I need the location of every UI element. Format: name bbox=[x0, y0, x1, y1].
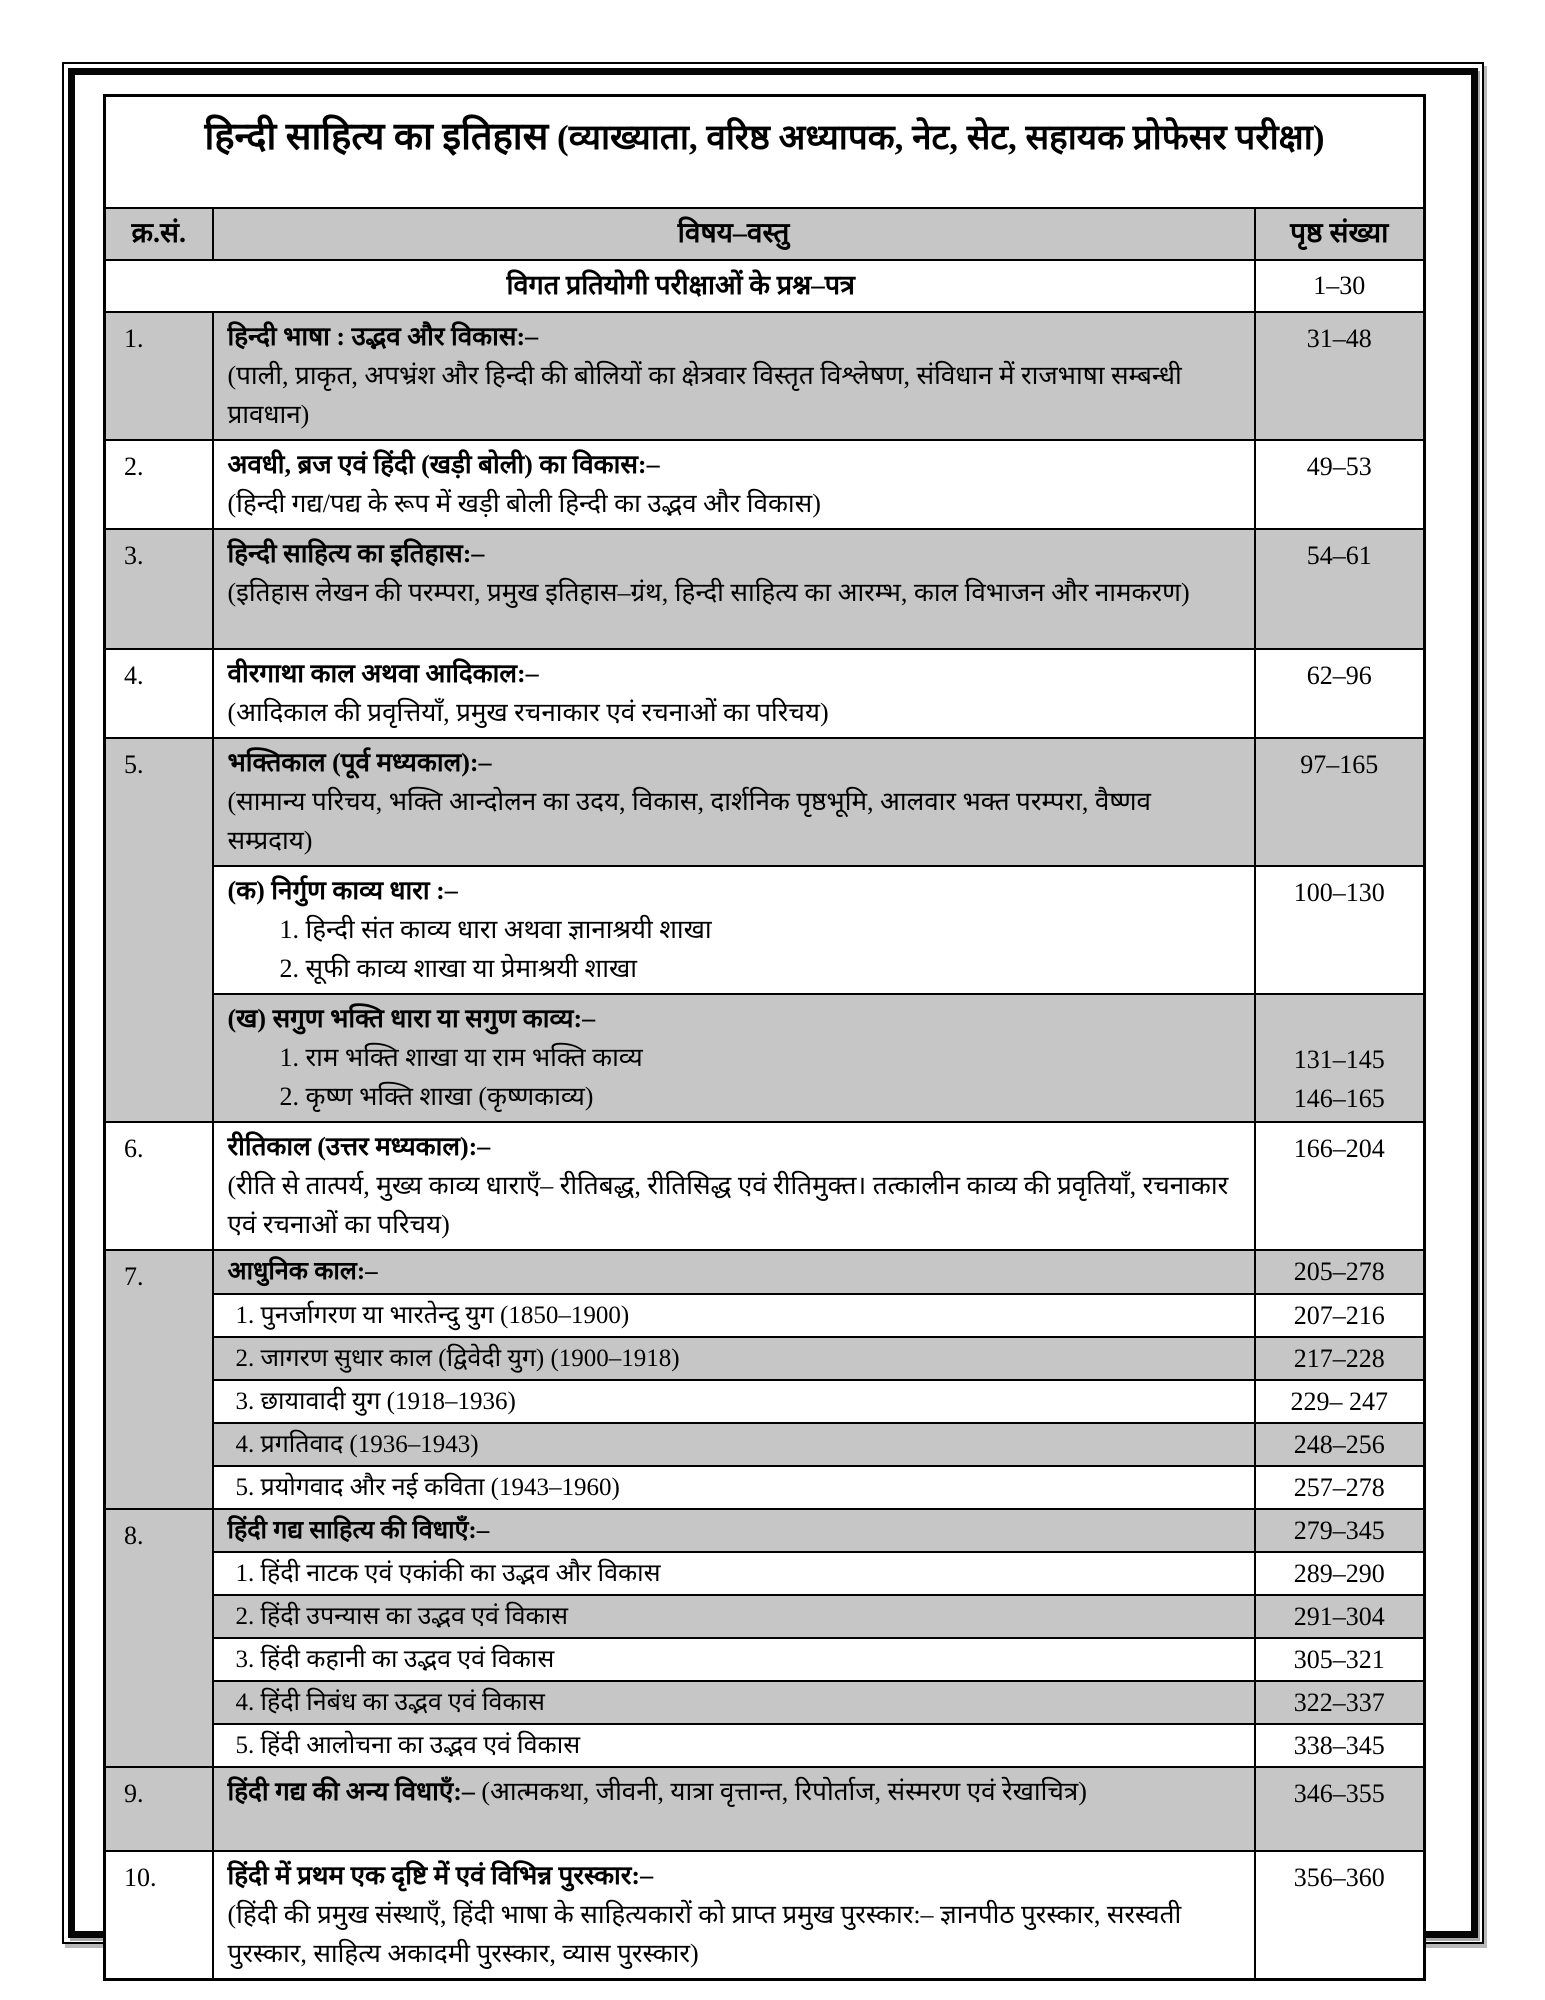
section-title: हिंदी में प्रथम एक दृष्टि में एवं विभिन्न पुरस्कार:– bbox=[227, 1860, 654, 1890]
row-subject bbox=[213, 738, 1255, 866]
section-desc: (आत्मकथा, जीवनी, यात्रा वृत्तान्त, रिपोर्ताज, संस्मरण एवं रेखाचित्र) bbox=[474, 1776, 1087, 1806]
row-pages: 62–96 bbox=[1255, 649, 1425, 738]
section-desc: (सामान्य परिचय, भक्ति आन्दोलन का उदय, विकास, दार्शनिक पृष्ठभूमि, आलवार भक्त परम्परा, वैष्णव सम्प्रदाय) bbox=[227, 786, 1151, 855]
row-pages: 346–355 bbox=[1255, 1767, 1425, 1851]
toc-row-5 bbox=[105, 738, 1425, 866]
toc-row-9 bbox=[105, 1767, 1425, 1851]
section-desc: (आदिकाल की प्रवृत्तियाँ, प्रमुख रचनाकार एवं रचनाओं का परिचय) bbox=[227, 697, 829, 727]
toc-row-7-item-4 bbox=[105, 1423, 1425, 1466]
subsection-title: (क) निर्गुण काव्य धारा :– bbox=[227, 875, 458, 905]
subrow-label: 5. प्रयोगवाद और नई कविता (1943–1960) bbox=[213, 1466, 1255, 1509]
row-pages: 166–204 bbox=[1255, 1122, 1425, 1250]
subrow-pages: 257–278 bbox=[1255, 1466, 1425, 1509]
page-frame bbox=[62, 62, 1484, 1968]
subrow-label: 2. हिंदी उपन्यास का उद्भव एवं विकास bbox=[213, 1595, 1255, 1638]
subrow-label: 3. छायावादी युग (1918–1936) bbox=[213, 1380, 1255, 1423]
subsection-item: 1. राम भक्ति शाखा या राम भक्ति काव्य bbox=[279, 1042, 643, 1072]
toc-row-8-item-3 bbox=[105, 1638, 1425, 1681]
row-pages bbox=[1255, 994, 1425, 1122]
row-number: 9. bbox=[105, 1767, 213, 1851]
toc-header-row bbox=[105, 208, 1425, 260]
toc-row-3 bbox=[105, 529, 1425, 649]
toc-row-5kha bbox=[105, 994, 1425, 1122]
subrow-label: 1. हिंदी नाटक एवं एकांकी का उद्भव और विकास bbox=[213, 1552, 1255, 1595]
item-pages: 131–145 bbox=[1293, 1044, 1385, 1074]
row-number: 6. bbox=[105, 1122, 213, 1250]
row-number: 5. bbox=[105, 738, 213, 1122]
row-number: 1. bbox=[105, 312, 213, 440]
row-subject bbox=[213, 440, 1255, 529]
toc-row-5ka bbox=[105, 866, 1425, 994]
subrow-pages: 207–216 bbox=[1255, 1294, 1425, 1337]
row-pages: 49–53 bbox=[1255, 440, 1425, 529]
section-title: अवधी, ब्रज एवं हिंदी (खड़ी बोली) का विकास:– bbox=[227, 449, 660, 479]
row-number: 3. bbox=[105, 529, 213, 649]
row-number: 7. bbox=[105, 1250, 213, 1509]
row-pages: 54–61 bbox=[1255, 529, 1425, 649]
pages-spacer bbox=[1260, 1001, 1420, 1040]
col-header-subject: विषय–वस्तु bbox=[213, 208, 1255, 260]
subsection-item: 2. कृष्ण भक्ति शाखा (कृष्णकाव्य) bbox=[279, 1081, 594, 1111]
row-subject bbox=[213, 1851, 1255, 1980]
intro-title: विगत प्रतियोगी परीक्षाओं के प्रश्न–पत्र bbox=[105, 260, 1255, 312]
toc-row-6 bbox=[105, 1122, 1425, 1250]
subrow-label: 3. हिंदी कहानी का उद्भव एवं विकास bbox=[213, 1638, 1255, 1681]
toc-row-1 bbox=[105, 312, 1425, 440]
row-pages: 100–130 bbox=[1255, 866, 1425, 994]
row-subject bbox=[213, 1250, 1255, 1294]
toc-row-7-item-1 bbox=[105, 1294, 1425, 1337]
row-subject bbox=[213, 649, 1255, 738]
subsection-item: 2. सूफी काव्य शाखा या प्रेमाश्रयी शाखा bbox=[279, 953, 637, 983]
toc-row-intro bbox=[105, 260, 1425, 312]
row-pages: 205–278 bbox=[1255, 1250, 1425, 1294]
row-subject bbox=[213, 312, 1255, 440]
section-title: वीरगाथा काल अथवा आदिकाल:– bbox=[227, 658, 539, 688]
col-header-pages: पृष्ठ संख्या bbox=[1255, 208, 1425, 260]
row-pages: 31–48 bbox=[1255, 312, 1425, 440]
toc-row-8 bbox=[105, 1509, 1425, 1552]
section-title: हिंदी गद्य साहित्य की विधाएँ:– bbox=[227, 1516, 490, 1544]
subrow-pages: 322–337 bbox=[1255, 1681, 1425, 1724]
toc-row-8-item-5 bbox=[105, 1724, 1425, 1767]
subrow-label: 1. पुनर्जागरण या भारतेन्दु युग (1850–1900) bbox=[213, 1294, 1255, 1337]
intro-pages: 1–30 bbox=[1255, 260, 1425, 312]
row-pages: 97–165 bbox=[1255, 738, 1425, 866]
subrow-pages: 217–228 bbox=[1255, 1337, 1425, 1380]
section-title: रीतिकाल (उत्तर मध्यकाल):– bbox=[227, 1131, 491, 1161]
section-desc: (हिंदी की प्रमुख संस्थाएँ, हिंदी भाषा के साहित्यकारों को प्राप्त प्रमुख पुरस्कार:– ज्ञानपीठ पुरस्कार, सरस्वती पुरस्कार, साहित्य अकादमी पुरस्कार, व्यास पुरस्कार) bbox=[227, 1899, 1182, 1968]
toc-row-4 bbox=[105, 649, 1425, 738]
toc-row-7-item-3 bbox=[105, 1380, 1425, 1423]
book-title bbox=[105, 96, 1425, 208]
toc-row-8-item-4 bbox=[105, 1681, 1425, 1724]
section-desc: (पाली, प्राकृत, अपभ्रंश और हिन्दी की बोलियों का क्षेत्रवार विस्तृत विश्लेषण, संविधान में राजभाषा सम्बन्धी प्रावधान) bbox=[227, 360, 1182, 429]
col-header-serial: क्र.सं. bbox=[105, 208, 213, 260]
section-desc: (हिन्दी गद्य/पद्य के रूप में खड़ी बोली हिन्दी का उद्भव और विकास) bbox=[227, 488, 821, 518]
section-title: हिन्दी साहित्य का इतिहास:– bbox=[227, 538, 485, 568]
row-subject bbox=[213, 994, 1255, 1122]
toc-row-7-item-2 bbox=[105, 1337, 1425, 1380]
row-number: 4. bbox=[105, 649, 213, 738]
row-subject bbox=[213, 1122, 1255, 1250]
section-desc: (रीति से तात्पर्य, मुख्य काव्य धाराएँ– रीतिबद्ध, रीतिसिद्ध एवं रीतिमुक्त। तत्कालीन काव्य की प्रवृतियाँ, रचनाकार एवं रचनाओं का परिचय) bbox=[227, 1170, 1229, 1239]
subrow-label: 4. प्रगतिवाद (1936–1943) bbox=[213, 1423, 1255, 1466]
row-subject bbox=[213, 529, 1255, 649]
book-title-paren: (व्याख्याता, वरिष्ठ अध्यापक, नेट, सेट, सहायक प्रोफेसर परीक्षा) bbox=[548, 118, 1325, 157]
toc-row-2 bbox=[105, 440, 1425, 529]
page-frame-inner bbox=[68, 68, 1478, 1968]
subrow-pages: 291–304 bbox=[1255, 1595, 1425, 1638]
row-pages: 356–360 bbox=[1255, 1851, 1425, 1980]
item-pages: 146–165 bbox=[1293, 1083, 1385, 1113]
subrow-pages: 338–345 bbox=[1255, 1724, 1425, 1767]
section-desc: (इतिहास लेखन की परम्परा, प्रमुख इतिहास–ग्रंथ, हिन्दी साहित्य का आरम्भ, काल विभाजन और नामकरण) bbox=[227, 577, 1190, 607]
toc-row-8-item-2 bbox=[105, 1595, 1425, 1638]
subrow-pages: 248–256 bbox=[1255, 1423, 1425, 1466]
subrow-label: 4. हिंदी निबंध का उद्भव एवं विकास bbox=[213, 1681, 1255, 1724]
row-subject bbox=[213, 1767, 1255, 1851]
subrow-pages: 289–290 bbox=[1255, 1552, 1425, 1595]
toc-table bbox=[103, 94, 1426, 1981]
subrow-label: 5. हिंदी आलोचना का उद्भव एवं विकास bbox=[213, 1724, 1255, 1767]
toc-row-7-item-5 bbox=[105, 1466, 1425, 1509]
row-number: 10. bbox=[105, 1851, 213, 1980]
book-title-row bbox=[105, 96, 1425, 208]
subrow-pages: 305–321 bbox=[1255, 1638, 1425, 1681]
subsection-title: (ख) सगुण भक्ति धारा या सगुण काव्य:– bbox=[227, 1003, 596, 1033]
toc-row-7 bbox=[105, 1250, 1425, 1294]
section-title: आधुनिक काल:– bbox=[227, 1258, 378, 1285]
toc-row-10 bbox=[105, 1851, 1425, 1980]
row-number: 2. bbox=[105, 440, 213, 529]
row-pages: 279–345 bbox=[1255, 1509, 1425, 1552]
section-title: हिन्दी भाषा : उद्भव और विकास:– bbox=[227, 321, 539, 351]
row-number: 8. bbox=[105, 1509, 213, 1767]
section-title: भक्तिकाल (पूर्व मध्यकाल):– bbox=[227, 747, 492, 777]
subrow-label: 2. जागरण सुधार काल (द्विवेदी युग) (1900–1918) bbox=[213, 1337, 1255, 1380]
subsection-item: 1. हिन्दी संत काव्य धारा अथवा ज्ञानाश्रयी शाखा bbox=[279, 914, 712, 944]
row-subject bbox=[213, 1509, 1255, 1552]
toc-row-8-item-1 bbox=[105, 1552, 1425, 1595]
book-title-main: हिन्दी साहित्य का इतिहास bbox=[204, 116, 549, 158]
row-subject bbox=[213, 866, 1255, 994]
section-title: हिंदी गद्य की अन्य विधाएँ:– bbox=[227, 1776, 475, 1806]
subrow-pages: 229– 247 bbox=[1255, 1380, 1425, 1423]
